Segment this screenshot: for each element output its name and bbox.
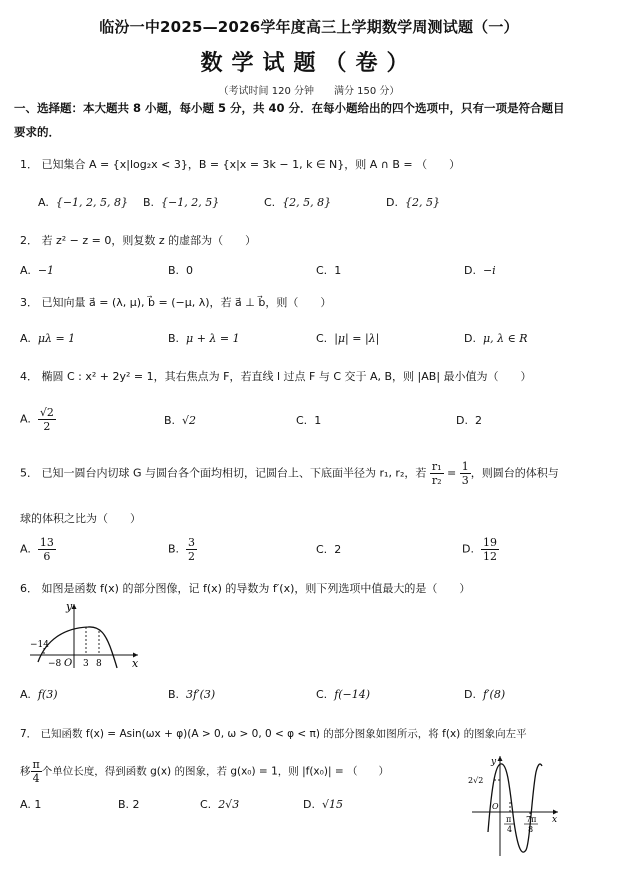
ratio-value-fraction	[460, 460, 471, 487]
exam-info: （考试时间 120 分钟 满分 150 分）	[218, 86, 400, 97]
tick-label-m14: −14	[30, 640, 49, 650]
q6-option-d[interactable]	[464, 688, 505, 701]
question-stem: 椭圆 C : x² + 2y² = 1，其右焦点为 F，若直线 l 过点 F 与 C 交于 A, B，则 |AB| 最小值为（ ）	[41, 370, 532, 383]
equals-sign: =	[443, 466, 460, 480]
question-stem: 已知函数 f(x) = Asin(ωx + φ)(A > 0, ω > 0, 0 < φ < π) 的部分图象如图所示，将 f(x) 的图象向左平	[40, 728, 527, 740]
q3-option-b[interactable]	[168, 332, 240, 345]
fraction-denominator: 2	[188, 550, 196, 563]
tick-label-8: 8	[96, 659, 102, 669]
option-text: −1	[37, 264, 55, 277]
section-instructions-line2: 要求的．	[14, 125, 60, 139]
option-text: f(3)	[37, 688, 58, 701]
fraction-numerator: 3	[188, 536, 196, 549]
option-text: 1	[314, 414, 322, 427]
fraction-numerator: 19	[482, 536, 497, 549]
question-1	[20, 156, 460, 172]
x-axis-label: x	[132, 657, 139, 670]
option-label: D.	[386, 196, 398, 209]
option-label: C.	[316, 543, 328, 556]
option-fraction	[38, 536, 56, 563]
q1-option-b[interactable]	[143, 196, 219, 209]
option-label: D.	[464, 688, 476, 701]
q1-option-a[interactable]	[38, 196, 128, 209]
question-stem-prefix: 移	[20, 765, 31, 778]
option-fraction	[481, 536, 499, 563]
question-2	[20, 232, 256, 248]
fraction-numerator: r₁	[431, 460, 442, 473]
q7-option-b[interactable]	[118, 798, 140, 811]
option-text: −i	[482, 264, 496, 277]
option-text: f′(8)	[482, 688, 506, 701]
option-label: B.	[168, 542, 180, 556]
q7-sine-graph	[466, 752, 562, 858]
fraction-numerator: √2	[39, 406, 54, 419]
y-axis-arrow	[498, 756, 503, 761]
section-instructions-line1: 一、选择题：本大题共 8 小题，每小题 5 分，共 40 分．在每小题给出的四个选项中，只有一项是符合题目	[14, 101, 565, 115]
option-label: C.	[296, 414, 308, 427]
option-label: A.	[20, 412, 31, 426]
option-label: D.	[456, 414, 468, 427]
fraction-denominator: 3	[461, 474, 469, 487]
q3-option-d[interactable]	[464, 332, 528, 345]
question-stem-tail: ，则圆台的体积与	[470, 466, 559, 480]
question-stem: 如图是函数 f(x) 的部分图像，记 f(x) 的导数为 f′(x)，则下列选项中值最大的是（ ）	[41, 582, 471, 595]
question-number: 6．	[20, 582, 38, 595]
option-label: C.	[316, 264, 328, 277]
fraction-numerator: π	[32, 758, 40, 771]
shift-fraction	[31, 758, 42, 785]
exam-title: 临汾一中2025—2026学年度高三上学期数学周测试题（一）	[99, 18, 519, 36]
q6-option-c[interactable]	[316, 688, 370, 701]
question-number: 4．	[20, 370, 38, 383]
question-5-line2: 球的体积之比为（ ）	[20, 512, 141, 525]
option-label: A.	[20, 332, 31, 345]
option-label: B.	[164, 414, 176, 427]
tick-label-m8: −8	[48, 659, 62, 669]
option-text: 0	[186, 264, 194, 277]
q2-option-d[interactable]	[464, 264, 496, 277]
option-label: A.	[20, 688, 31, 701]
q6-option-b[interactable]	[168, 688, 215, 701]
tick-pi4-denominator: 4	[507, 825, 513, 834]
q6-option-a[interactable]	[20, 688, 57, 701]
question-number: 5．	[20, 466, 38, 480]
question-5	[20, 460, 559, 487]
x-axis-label: x	[552, 815, 558, 825]
option-text: {2, 5}	[404, 196, 440, 209]
y-axis-label: y	[491, 757, 497, 767]
q4-option-d[interactable]	[456, 414, 482, 427]
option-label: B.	[118, 798, 130, 811]
option-text: 2	[334, 543, 342, 556]
fraction-denominator: 12	[482, 550, 497, 563]
option-label: A.	[20, 264, 31, 277]
tick-label-3: 3	[83, 659, 89, 669]
origin-label: O	[492, 802, 499, 811]
q5-option-a[interactable]	[20, 536, 56, 563]
q2-option-a[interactable]	[20, 264, 54, 277]
x-axis-arrow	[553, 810, 558, 815]
origin-label: O	[64, 658, 73, 669]
option-label: C.	[264, 196, 276, 209]
fraction-denominator: 4	[32, 772, 40, 785]
q2-option-c[interactable]	[316, 264, 341, 277]
option-label: C.	[316, 332, 328, 345]
option-text: μ + λ = 1	[186, 332, 240, 345]
option-text: 2	[474, 414, 482, 427]
option-label: A.	[20, 542, 31, 556]
fraction-denominator: 6	[43, 550, 51, 563]
option-text: 2√3	[218, 798, 240, 811]
q2-option-b[interactable]	[168, 264, 193, 277]
option-fraction	[186, 536, 197, 563]
option-label: B.	[168, 264, 180, 277]
fraction-denominator: r₂	[431, 474, 442, 487]
q7-option-d[interactable]	[303, 798, 343, 811]
option-label: C.	[200, 798, 212, 811]
q3-option-c[interactable]	[316, 332, 379, 345]
option-label: C.	[316, 688, 328, 701]
radius-ratio-fraction	[430, 460, 444, 487]
q5-option-c[interactable]	[316, 543, 341, 556]
q1-option-c[interactable]	[264, 196, 331, 209]
q4-option-a[interactable]	[20, 406, 56, 433]
option-text: 3f′(3)	[186, 688, 216, 701]
question-number: 1．	[20, 158, 38, 171]
q6-function-graph	[26, 600, 146, 670]
q4-option-b[interactable]	[164, 414, 196, 427]
tick-7pi8-denominator: 8	[528, 825, 534, 834]
question-stem: 已知一圆台内切球 G 与圆台各个面均相切，记圆台上、下底面半径为 r₁, r₂，若	[41, 466, 427, 480]
option-text: {−1, 2, 5, 8}	[55, 196, 129, 209]
question-6	[20, 580, 470, 596]
option-label: D.	[462, 542, 474, 556]
q7-option-a[interactable]	[20, 798, 41, 811]
option-text: √2	[182, 414, 197, 427]
question-number: 3．	[20, 296, 38, 309]
question-7	[20, 726, 527, 741]
question-7-line2	[20, 758, 389, 785]
option-label: D.	[303, 798, 315, 811]
amplitude-label: 2√2	[468, 776, 484, 785]
y-axis-arrow	[72, 604, 77, 609]
option-label: A.	[38, 196, 49, 209]
option-label: B.	[168, 332, 180, 345]
option-text: μλ = 1	[37, 332, 76, 345]
option-text: {−1, 2, 5}	[161, 196, 220, 209]
fraction-numerator: 13	[39, 536, 54, 549]
y-axis-label: y	[66, 600, 73, 613]
option-text: f(−14)	[334, 688, 371, 701]
question-number: 2．	[20, 234, 38, 247]
tick-7pi8-numerator: 7π	[526, 815, 537, 824]
q1-option-d[interactable]	[386, 196, 440, 209]
option-label: A.	[20, 798, 31, 811]
option-text: 2	[132, 798, 140, 811]
option-text: μ, λ ∈ R	[482, 332, 528, 345]
option-label: B.	[168, 688, 180, 701]
q4-option-c[interactable]	[296, 414, 321, 427]
question-stem: 个单位长度，得到函数 g(x) 的图象，若 g(x₀) = 1，则 |f(x₀)| = （ ）	[41, 765, 389, 778]
option-text: 1	[34, 798, 42, 811]
q5-option-d[interactable]	[462, 536, 499, 563]
option-fraction	[38, 406, 56, 433]
option-text: √15	[321, 798, 343, 811]
fraction-denominator: 2	[43, 420, 51, 433]
q3-option-a[interactable]	[20, 332, 75, 345]
question-stem: 若 z² − z = 0，则复数 z 的虚部为（ ）	[41, 234, 257, 247]
option-text: |μ| = |λ|	[334, 332, 380, 345]
fraction-numerator: 1	[461, 460, 469, 473]
q7-option-c[interactable]	[200, 798, 239, 811]
question-stem: 已知向量 a⃗ = (λ, μ), b⃗ = (−μ, λ)，若 a⃗ ⊥ b⃗，则（ ）	[41, 296, 332, 309]
question-stem: 已知集合 A = {x|log₂x < 3}，B = {x|x = 3k − 1, k ∈ N}，则 A ∩ B = （ ）	[41, 158, 461, 171]
question-3	[20, 294, 331, 310]
option-text: {2, 5, 8}	[282, 196, 332, 209]
question-4	[20, 368, 532, 384]
option-label: B.	[143, 196, 155, 209]
q5-option-b[interactable]	[168, 536, 197, 563]
exam-subtitle: 数学试题（卷）	[200, 50, 418, 76]
option-label: D.	[464, 332, 476, 345]
tick-pi4-numerator: π	[506, 815, 512, 824]
option-text: 1	[334, 264, 342, 277]
option-label: D.	[464, 264, 476, 277]
question-number: 7．	[20, 728, 38, 740]
